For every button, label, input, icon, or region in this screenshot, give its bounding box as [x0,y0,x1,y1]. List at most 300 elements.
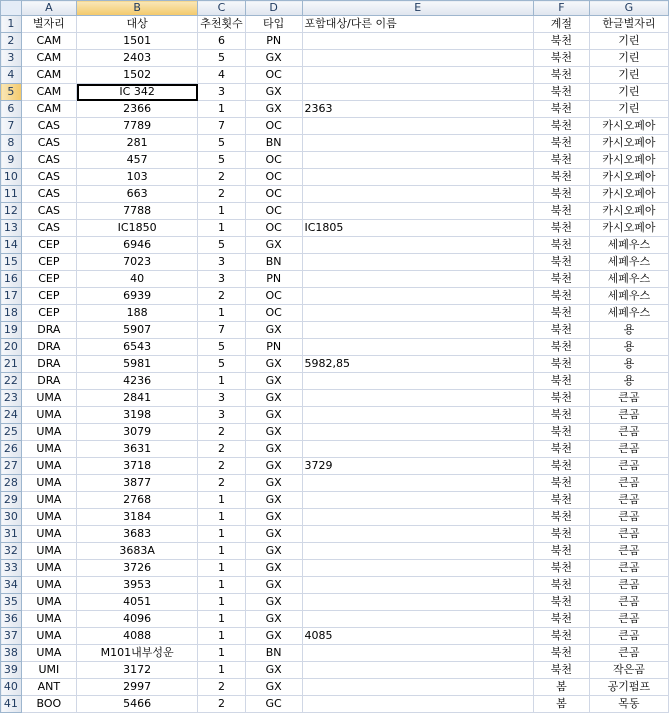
cell-f[interactable]: 북천 [534,33,590,50]
cell-a[interactable]: CAS [21,203,76,220]
cell-c[interactable]: 5 [198,50,246,67]
cell-d[interactable]: 타입 [245,16,302,33]
cell-c[interactable]: 2 [198,169,246,186]
cell-d[interactable]: GX [245,560,302,577]
cell-g[interactable]: 용 [589,373,668,390]
cell-a[interactable]: UMA [21,560,76,577]
cell-e[interactable] [302,526,534,543]
cell-a[interactable]: UMA [21,611,76,628]
cell-e[interactable] [302,237,534,254]
cell-c[interactable]: 추천횟수 [198,16,246,33]
cell-f[interactable]: 북천 [534,169,590,186]
cell-g[interactable]: 세페우스 [589,254,668,271]
cell-b[interactable]: 3184 [77,509,198,526]
row-header[interactable]: 9 [1,152,22,169]
row-header[interactable]: 40 [1,679,22,696]
cell-d[interactable]: GX [245,407,302,424]
cell-f[interactable]: 봄 [534,696,590,713]
row-header[interactable]: 4 [1,67,22,84]
cell-f[interactable]: 북천 [534,152,590,169]
cell-f[interactable]: 북천 [534,509,590,526]
cell-d[interactable]: GX [245,526,302,543]
cell-g[interactable]: 큰곰 [589,611,668,628]
column-header-b[interactable]: B [77,1,198,16]
cell-g[interactable]: 한글별자리 [589,16,668,33]
cell-g[interactable]: 카시오페아 [589,186,668,203]
row-header[interactable]: 41 [1,696,22,713]
cell-c[interactable]: 7 [198,322,246,339]
cell-f[interactable]: 북천 [534,492,590,509]
cell-b[interactable]: 3631 [77,441,198,458]
cell-d[interactable]: GX [245,101,302,118]
cell-a[interactable]: BOO [21,696,76,713]
cell-a[interactable]: CAS [21,169,76,186]
cell-g[interactable]: 큰곰 [589,560,668,577]
row-header[interactable]: 14 [1,237,22,254]
cell-f[interactable]: 북천 [534,322,590,339]
row-header[interactable]: 23 [1,390,22,407]
cell-c[interactable]: 1 [198,594,246,611]
cell-b[interactable]: 3683A [77,543,198,560]
cell-a[interactable]: UMA [21,645,76,662]
cell-e[interactable] [302,577,534,594]
cell-c[interactable]: 1 [198,101,246,118]
active-cell[interactable]: IC 342 [77,84,198,101]
row-header[interactable]: 38 [1,645,22,662]
row-header[interactable]: 7 [1,118,22,135]
cell-d[interactable]: GX [245,509,302,526]
cell-b[interactable]: 3683 [77,526,198,543]
cell-g[interactable]: 목동 [589,696,668,713]
cell-f[interactable]: 봄 [534,679,590,696]
cell-b[interactable]: 3877 [77,475,198,492]
cell-a[interactable]: UMA [21,407,76,424]
cell-d[interactable]: OC [245,288,302,305]
cell-d[interactable]: GX [245,373,302,390]
cell-e[interactable]: 4085 [302,628,534,645]
row-header[interactable]: 1 [1,16,22,33]
cell-c[interactable]: 1 [198,560,246,577]
cell-d[interactable]: GX [245,84,302,101]
cell-e[interactable] [302,543,534,560]
cell-g[interactable]: 세페우스 [589,305,668,322]
cell-f[interactable]: 북천 [534,237,590,254]
cell-c[interactable]: 3 [198,407,246,424]
cell-f[interactable]: 북천 [534,543,590,560]
cell-c[interactable]: 1 [198,492,246,509]
cell-g[interactable]: 큰곰 [589,645,668,662]
cell-f[interactable]: 북천 [534,628,590,645]
row-header[interactable]: 26 [1,441,22,458]
cell-e[interactable] [302,611,534,628]
cell-d[interactable]: PN [245,33,302,50]
cell-c[interactable]: 2 [198,475,246,492]
cell-d[interactable]: GX [245,390,302,407]
cell-e[interactable] [302,407,534,424]
cell-b[interactable]: 103 [77,169,198,186]
cell-c[interactable]: 5 [198,152,246,169]
cell-d[interactable]: GX [245,237,302,254]
cell-e[interactable]: 5982,85 [302,356,534,373]
cell-c[interactable]: 1 [198,373,246,390]
cell-c[interactable]: 2 [198,288,246,305]
cell-b[interactable]: 7789 [77,118,198,135]
cell-a[interactable]: UMA [21,577,76,594]
cell-d[interactable]: GX [245,594,302,611]
cell-b[interactable]: 4088 [77,628,198,645]
cell-f[interactable]: 북천 [534,373,590,390]
column-header-c[interactable]: C [198,1,246,16]
cell-g[interactable]: 세페우스 [589,288,668,305]
cell-c[interactable]: 2 [198,679,246,696]
cell-d[interactable]: GX [245,492,302,509]
cell-c[interactable]: 1 [198,509,246,526]
cell-e[interactable] [302,594,534,611]
cell-a[interactable]: UMA [21,475,76,492]
cell-f[interactable]: 북천 [534,424,590,441]
row-header[interactable]: 24 [1,407,22,424]
cell-c[interactable]: 2 [198,696,246,713]
cell-d[interactable]: GC [245,696,302,713]
cell-e[interactable]: 포함대상/다른 이름 [302,16,534,33]
row-header[interactable]: 20 [1,339,22,356]
cell-a[interactable]: CAM [21,101,76,118]
cell-g[interactable]: 큰곰 [589,492,668,509]
cell-e[interactable] [302,169,534,186]
cell-c[interactable]: 1 [198,526,246,543]
cell-d[interactable]: OC [245,186,302,203]
cell-a[interactable]: UMA [21,526,76,543]
cell-e[interactable] [302,696,534,713]
cell-b[interactable]: 2841 [77,390,198,407]
cell-g[interactable]: 큰곰 [589,509,668,526]
cell-f[interactable]: 북천 [534,458,590,475]
cell-f[interactable]: 북천 [534,101,590,118]
cell-f[interactable]: 계절 [534,16,590,33]
cell-g[interactable]: 카시오페아 [589,220,668,237]
cell-f[interactable]: 북천 [534,271,590,288]
cell-g[interactable]: 카시오페아 [589,152,668,169]
cell-b[interactable]: 1502 [77,67,198,84]
cell-e[interactable]: IC1805 [302,220,534,237]
cell-e[interactable] [302,475,534,492]
cell-b[interactable]: 4096 [77,611,198,628]
cell-f[interactable]: 북천 [534,441,590,458]
cell-d[interactable]: OC [245,305,302,322]
cell-a[interactable]: CAM [21,67,76,84]
row-header[interactable]: 36 [1,611,22,628]
cell-c[interactable]: 1 [198,577,246,594]
row-header[interactable]: 33 [1,560,22,577]
cell-b[interactable]: 2768 [77,492,198,509]
cell-d[interactable]: GX [245,577,302,594]
cell-a[interactable]: UMA [21,424,76,441]
cell-a[interactable]: UMA [21,594,76,611]
cell-g[interactable]: 기린 [589,50,668,67]
row-header[interactable]: 11 [1,186,22,203]
row-header[interactable]: 37 [1,628,22,645]
cell-b[interactable]: 457 [77,152,198,169]
cell-d[interactable]: GX [245,441,302,458]
cell-d[interactable]: OC [245,203,302,220]
row-header[interactable]: 5 [1,84,22,101]
cell-c[interactable]: 2 [198,458,246,475]
cell-e[interactable]: 2363 [302,101,534,118]
row-header[interactable]: 30 [1,509,22,526]
cell-e[interactable] [302,373,534,390]
column-header-g[interactable]: G [589,1,668,16]
row-header[interactable]: 10 [1,169,22,186]
row-header[interactable]: 16 [1,271,22,288]
cell-e[interactable] [302,135,534,152]
cell-f[interactable]: 북천 [534,356,590,373]
cell-f[interactable]: 북천 [534,594,590,611]
cell-d[interactable]: GX [245,662,302,679]
cell-f[interactable]: 북천 [534,220,590,237]
cell-b[interactable]: 4236 [77,373,198,390]
cell-d[interactable]: GX [245,356,302,373]
row-header[interactable]: 2 [1,33,22,50]
row-header[interactable]: 27 [1,458,22,475]
cell-b[interactable]: 대상 [77,16,198,33]
cell-e[interactable] [302,322,534,339]
cell-a[interactable]: CAS [21,186,76,203]
cell-b[interactable]: 6946 [77,237,198,254]
row-header[interactable]: 15 [1,254,22,271]
cell-g[interactable]: 세페우스 [589,271,668,288]
row-header[interactable]: 39 [1,662,22,679]
cell-b[interactable]: 1501 [77,33,198,50]
cell-a[interactable]: CEP [21,237,76,254]
cell-a[interactable]: DRA [21,339,76,356]
cell-f[interactable]: 북천 [534,118,590,135]
row-header[interactable]: 22 [1,373,22,390]
cell-g[interactable]: 기린 [589,101,668,118]
row-header[interactable]: 34 [1,577,22,594]
cell-g[interactable]: 기린 [589,33,668,50]
cell-f[interactable]: 북천 [534,662,590,679]
row-header[interactable]: 8 [1,135,22,152]
cell-c[interactable]: 2 [198,186,246,203]
cell-a[interactable]: CEP [21,288,76,305]
cell-c[interactable]: 4 [198,67,246,84]
cell-g[interactable]: 용 [589,339,668,356]
cell-a[interactable]: CEP [21,305,76,322]
cell-a[interactable]: CAS [21,220,76,237]
row-header[interactable]: 6 [1,101,22,118]
cell-g[interactable]: 카시오페아 [589,135,668,152]
cell-c[interactable]: 1 [198,662,246,679]
cell-d[interactable]: GX [245,611,302,628]
cell-f[interactable]: 북천 [534,526,590,543]
cell-b[interactable]: 5981 [77,356,198,373]
cell-c[interactable]: 1 [198,203,246,220]
cell-b[interactable]: 281 [77,135,198,152]
cell-c[interactable]: 3 [198,84,246,101]
cell-f[interactable]: 북천 [534,135,590,152]
cell-e[interactable] [302,492,534,509]
cell-c[interactable]: 3 [198,254,246,271]
row-header[interactable]: 31 [1,526,22,543]
cell-g[interactable]: 큰곰 [589,441,668,458]
cell-g[interactable]: 큰곰 [589,628,668,645]
row-header[interactable]: 28 [1,475,22,492]
cell-b[interactable]: IC1850 [77,220,198,237]
cell-g[interactable]: 용 [589,322,668,339]
cell-b[interactable]: 3953 [77,577,198,594]
cell-d[interactable]: BN [245,645,302,662]
row-header[interactable]: 35 [1,594,22,611]
cell-d[interactable]: GX [245,543,302,560]
cell-g[interactable]: 큰곰 [589,424,668,441]
cell-a[interactable]: CAM [21,33,76,50]
cell-f[interactable]: 북천 [534,645,590,662]
cell-b[interactable]: 188 [77,305,198,322]
cell-b[interactable]: 6939 [77,288,198,305]
cell-g[interactable]: 큰곰 [589,475,668,492]
cell-e[interactable] [302,67,534,84]
cell-e[interactable] [302,203,534,220]
cell-e[interactable] [302,152,534,169]
cell-c[interactable]: 6 [198,33,246,50]
column-header-d[interactable]: D [245,1,302,16]
cell-e[interactable] [302,84,534,101]
cell-c[interactable]: 5 [198,356,246,373]
cell-b[interactable]: 2403 [77,50,198,67]
cell-f[interactable]: 북천 [534,407,590,424]
cell-a[interactable]: DRA [21,356,76,373]
cell-e[interactable] [302,441,534,458]
cell-b[interactable]: 6543 [77,339,198,356]
cell-a[interactable]: CEP [21,254,76,271]
row-header[interactable]: 12 [1,203,22,220]
cell-d[interactable]: GX [245,424,302,441]
cell-c[interactable]: 1 [198,543,246,560]
cell-c[interactable]: 2 [198,441,246,458]
row-header[interactable]: 25 [1,424,22,441]
cell-e[interactable] [302,339,534,356]
cell-a[interactable]: ANT [21,679,76,696]
cell-e[interactable] [302,424,534,441]
cell-f[interactable]: 북천 [534,254,590,271]
cell-g[interactable]: 기린 [589,67,668,84]
cell-d[interactable]: BN [245,135,302,152]
cell-b[interactable]: 3079 [77,424,198,441]
cell-e[interactable] [302,33,534,50]
cell-b[interactable]: 4051 [77,594,198,611]
cell-e[interactable] [302,560,534,577]
cell-c[interactable]: 7 [198,118,246,135]
cell-e[interactable] [302,509,534,526]
cell-e[interactable] [302,288,534,305]
cell-e[interactable] [302,679,534,696]
cell-d[interactable]: OC [245,118,302,135]
cell-b[interactable]: 3172 [77,662,198,679]
cell-a[interactable]: UMA [21,441,76,458]
cell-g[interactable]: 카시오페아 [589,169,668,186]
cell-c[interactable]: 5 [198,339,246,356]
cell-c[interactable]: 1 [198,305,246,322]
cell-c[interactable]: 1 [198,611,246,628]
cell-d[interactable]: OC [245,169,302,186]
cell-a[interactable]: CAS [21,152,76,169]
cell-f[interactable]: 북천 [534,390,590,407]
column-header-f[interactable]: F [534,1,590,16]
cell-c[interactable]: 1 [198,220,246,237]
cell-a[interactable]: UMA [21,509,76,526]
column-header-e[interactable]: E [302,1,534,16]
cell-b[interactable]: 2366 [77,101,198,118]
cell-a[interactable]: CAM [21,50,76,67]
cell-d[interactable]: PN [245,339,302,356]
cell-g[interactable]: 작은곰 [589,662,668,679]
cell-f[interactable]: 북천 [534,67,590,84]
cell-d[interactable]: GX [245,322,302,339]
cell-a[interactable]: UMA [21,458,76,475]
cell-b[interactable]: 7788 [77,203,198,220]
cell-d[interactable]: OC [245,152,302,169]
cell-g[interactable]: 세페우스 [589,237,668,254]
cell-f[interactable]: 북천 [534,577,590,594]
cell-e[interactable] [302,271,534,288]
select-all-corner[interactable] [1,1,22,16]
cell-c[interactable]: 5 [198,237,246,254]
cell-a[interactable]: 별자리 [21,16,76,33]
cell-a[interactable]: UMA [21,543,76,560]
cell-e[interactable] [302,662,534,679]
cell-a[interactable]: CAS [21,118,76,135]
cell-g[interactable]: 기린 [589,84,668,101]
cell-d[interactable]: PN [245,271,302,288]
cell-a[interactable]: CEP [21,271,76,288]
row-header[interactable]: 13 [1,220,22,237]
row-header[interactable]: 19 [1,322,22,339]
cell-a[interactable]: UMA [21,492,76,509]
cell-f[interactable]: 북천 [534,611,590,628]
cell-a[interactable]: CAM [21,84,76,101]
cell-b[interactable]: 7023 [77,254,198,271]
cell-b[interactable]: 40 [77,271,198,288]
cell-c[interactable]: 1 [198,645,246,662]
row-header[interactable]: 17 [1,288,22,305]
cell-e[interactable] [302,645,534,662]
cell-d[interactable]: BN [245,254,302,271]
cell-b[interactable]: 3718 [77,458,198,475]
cell-a[interactable]: UMI [21,662,76,679]
cell-b[interactable]: 3726 [77,560,198,577]
cell-e[interactable] [302,118,534,135]
cell-a[interactable]: DRA [21,373,76,390]
column-header-a[interactable]: A [21,1,76,16]
cell-a[interactable]: DRA [21,322,76,339]
cell-d[interactable]: GX [245,679,302,696]
row-header[interactable]: 32 [1,543,22,560]
cell-f[interactable]: 북천 [534,186,590,203]
cell-e[interactable] [302,390,534,407]
cell-g[interactable]: 큰곰 [589,390,668,407]
cell-d[interactable]: OC [245,220,302,237]
cell-g[interactable]: 큰곰 [589,458,668,475]
cell-e[interactable] [302,50,534,67]
cell-a[interactable]: UMA [21,628,76,645]
cell-g[interactable]: 카시오페아 [589,118,668,135]
cell-d[interactable]: GX [245,458,302,475]
cell-c[interactable]: 2 [198,424,246,441]
cell-f[interactable]: 북천 [534,84,590,101]
cell-a[interactable]: UMA [21,390,76,407]
cell-g[interactable]: 큰곰 [589,526,668,543]
cell-c[interactable]: 1 [198,628,246,645]
